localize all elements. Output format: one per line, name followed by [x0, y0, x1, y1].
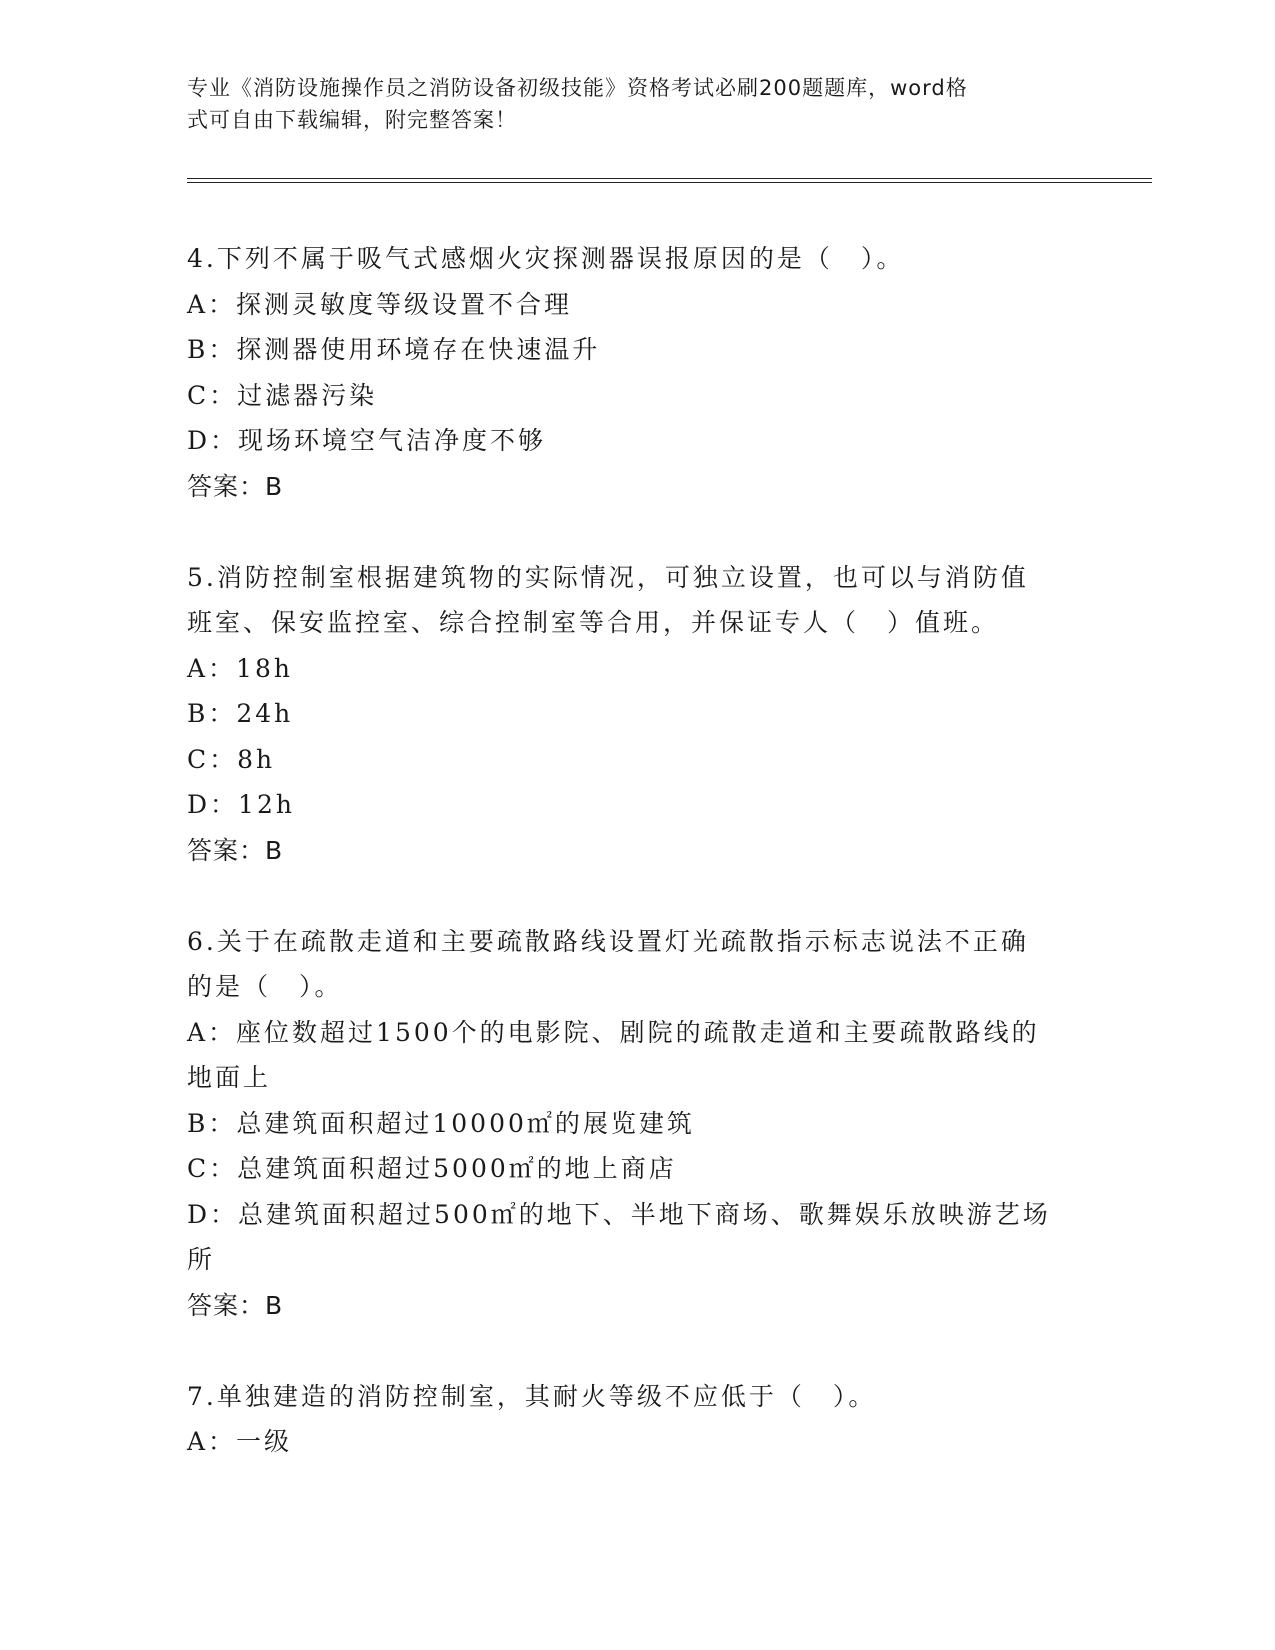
- option-a: A：一级: [187, 1427, 293, 1456]
- header-line-1: 专业《消防设施操作员之消防设备初级技能》资格考试必刷200题题库，word格: [187, 76, 968, 100]
- question-stem: 6.关于在疏散走道和主要疏散路线设置灯光疏散指示标志说法不正确: [187, 926, 1029, 956]
- question-spacer: [187, 1328, 1087, 1374]
- option-b: B：24h: [187, 699, 294, 728]
- question-stem: 5.消防控制室根据建筑物的实际情况，可独立设置，也可以与消防值: [187, 562, 1029, 592]
- header-divider-bottom: [187, 182, 1152, 183]
- question-stem: 4.下列不属于吸气式感烟火灾探测器误报原因的是（ ）。: [187, 244, 905, 273]
- option-a: A：座位数超过1500个的电影院、剧院的疏散走道和主要疏散路线的: [187, 1017, 1040, 1047]
- question-stem-continued: 班室、保安监控室、综合控制室等合用，并保证专人（ ）值班。: [187, 608, 1000, 637]
- option-c: C：8h: [187, 744, 276, 774]
- question-block: [187, 555, 1087, 874]
- option-a: A：探测灵敏度等级设置不合理: [187, 289, 573, 319]
- option-a-continued: 地面上: [187, 1063, 272, 1092]
- question-stem-continued: 的是（ ）。: [187, 972, 343, 1001]
- header-line-2: 式可自由下载编辑，附完整答案！: [187, 108, 517, 132]
- option-d-continued: 所: [187, 1245, 216, 1274]
- option-b: B：探测器使用环境存在快速温升: [187, 335, 601, 364]
- question-stem: 7.单独建造的消防控制室，其耐火等级不应低于（ ）。: [187, 1381, 877, 1411]
- header-divider-top: [187, 178, 1152, 179]
- question-spacer: [187, 873, 1087, 919]
- document-header: [187, 72, 1067, 136]
- question-block: [187, 919, 1087, 1329]
- answer-label: 答案：B: [187, 835, 284, 865]
- option-d: D：现场环境空气洁净度不够: [187, 426, 547, 455]
- answer-label: 答案：B: [187, 471, 284, 501]
- option-c: C：过滤器污染: [187, 380, 378, 410]
- question-spacer: [187, 509, 1087, 555]
- question-block: [187, 236, 1087, 509]
- answer-label: 答案：B: [187, 1290, 284, 1320]
- question-block: [187, 1374, 1087, 1465]
- option-b: B：总建筑面积超过10000㎡的展览建筑: [187, 1108, 695, 1138]
- question-list: [187, 236, 1087, 1465]
- option-d: D：12h: [187, 790, 295, 819]
- option-d: D：总建筑面积超过500㎡的地下、半地下商场、歌舞娱乐放映游艺场: [187, 1199, 1051, 1229]
- option-c: C：总建筑面积超过5000㎡的地上商店: [187, 1154, 677, 1183]
- option-a: A：18h: [187, 653, 293, 683]
